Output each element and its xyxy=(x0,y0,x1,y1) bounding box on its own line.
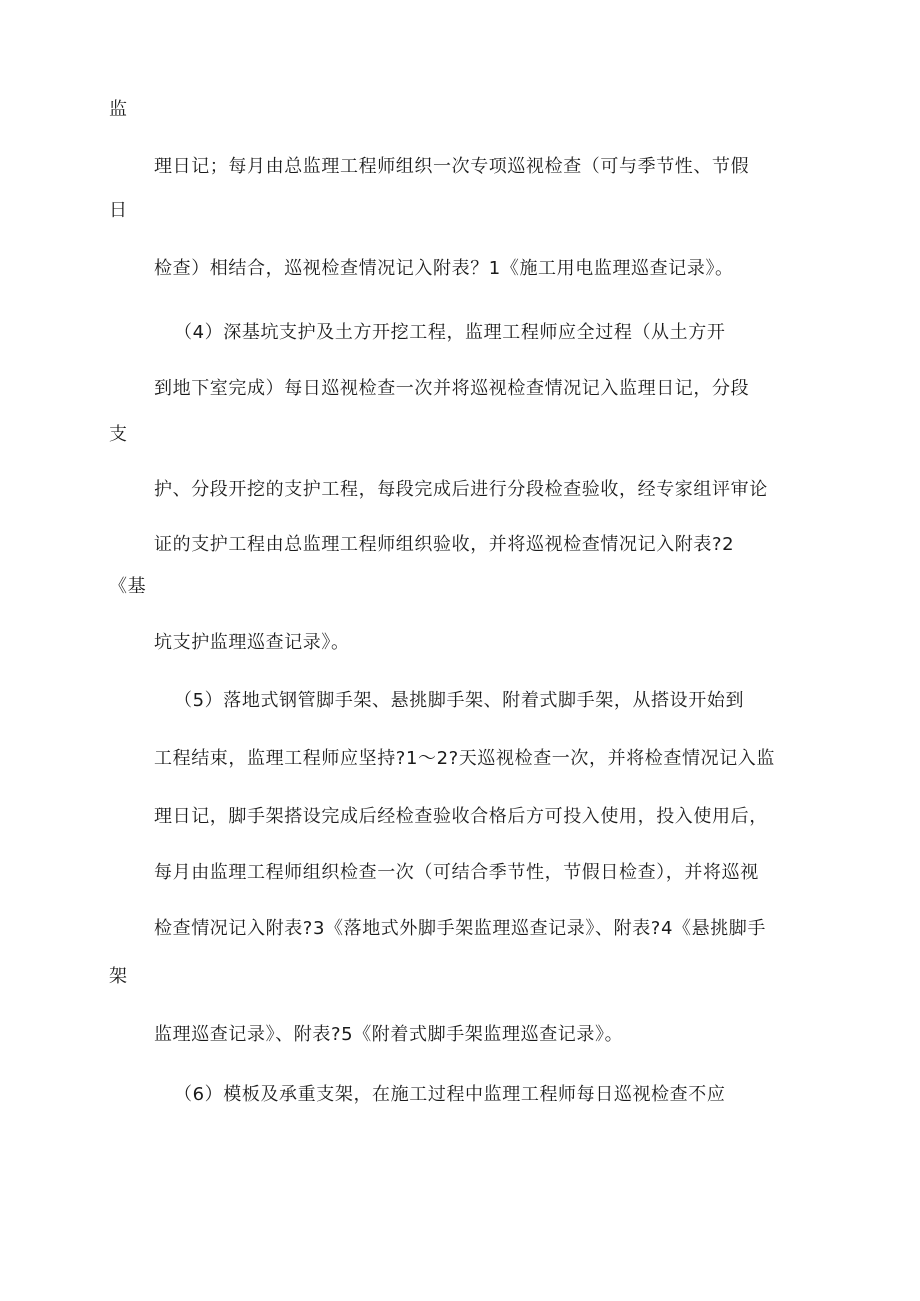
text-line: 监理巡查记录》、附表?5《附着式脚手架监理巡查记录》。 xyxy=(154,1024,624,1045)
text-line: 坑支护监理巡查记录》。 xyxy=(154,632,350,653)
text-line: 支 xyxy=(109,424,128,445)
text-line: 检查）相结合，巡视检查情况记入附表？1《施工用电监理巡查记录》。 xyxy=(154,258,734,279)
text-line: 护、分段开挖的支护工程，每段完成后进行分段检查验收，经专家组评审论 xyxy=(154,479,768,500)
text-line: 日 xyxy=(109,200,128,221)
paragraph-5-start: （5）落地式钢管脚手架、悬挑脚手架、附着式脚手架，从搭设开始到 xyxy=(174,690,745,711)
text-line: 证的支护工程由总监理工程师组织验收，并将巡视检查情况记入附表?2 xyxy=(154,534,735,555)
text-line: 《基 xyxy=(109,576,147,597)
text-line: 到地下室完成）每日巡视检查一次并将巡视检查情况记入监理日记，分段 xyxy=(154,378,750,399)
paragraph-6-start: （6）模板及承重支架，在施工过程中监理工程师每日巡视检查不应 xyxy=(174,1084,726,1105)
text-line: 每月由监理工程师组织检查一次（可结合季节性，节假日检查），并将巡视 xyxy=(154,862,759,883)
paragraph-4-start: （4）深基坑支护及土方开挖工程，监理工程师应全过程（从土方开 xyxy=(174,322,726,343)
text-line: 理日记；每月由总监理工程师组织一次专项巡视检查（可与季节性、节假 xyxy=(154,156,750,177)
text-line: 工程结束，监理工程师应坚持?1～2?天巡视检查一次，并将检查情况记入监 xyxy=(154,748,776,769)
text-line: 监 xyxy=(109,99,128,120)
text-line: 理日记，脚手架搭设完成后经检查验收合格后方可投入使用，投入使用后， xyxy=(154,806,768,827)
text-line: 架 xyxy=(109,966,128,987)
text-line: 检查情况记入附表?3《落地式外脚手架监理巡查记录》、附表?4《悬挑脚手 xyxy=(154,918,767,939)
